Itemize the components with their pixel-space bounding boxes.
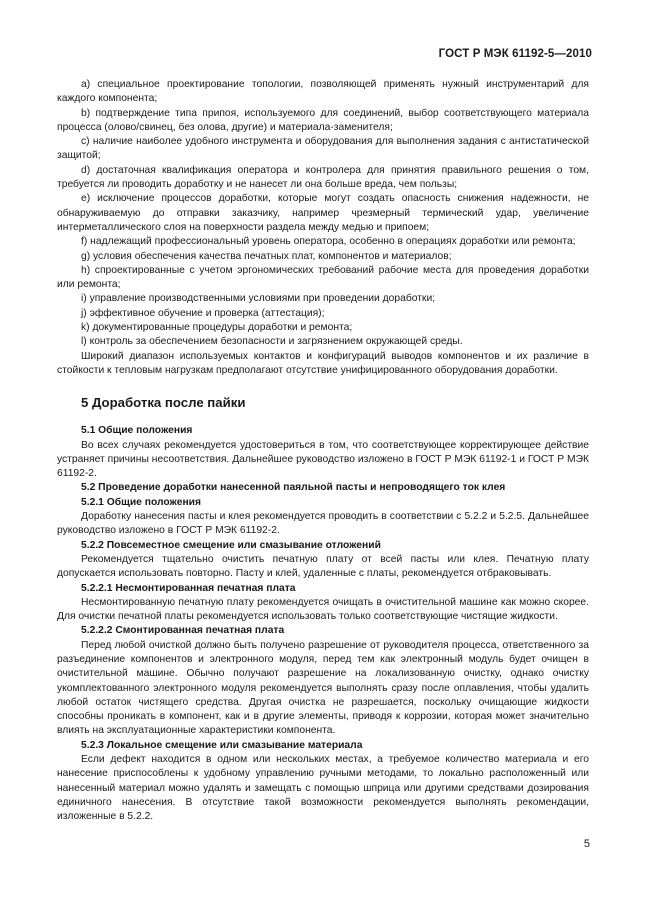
list-item-d: d) достаточная квалификация оператора и контролера для принятия правильного решения о том, требуется ли проводить доработку и не нанесет ли она больше вреда, чем пользы;: [57, 164, 589, 191]
intro-closing-paragraph: Широкий диапазон используемых контактов и конфигураций выводов компонентов и их различие в стойкости к тепловым нагрузкам предполагают отсутствие унифицированного оборудования доработки.: [57, 350, 589, 376]
section-5-2-2-2-heading: 5.2.2.2 Смонтированная печатная плата: [81, 625, 285, 637]
section-5-2-3-text: Если дефект находится в одном или нескольких местах, а требуемое количество материала и его нанесение приспособлены к удобному управлению ручными методами, то локально расположенный или нанесенный материал можно удалять и замещать с помощью шприца или другими средствами дозирования единичного нанесения. В отсутствие такой возможности рекомендуется выполнять рекомендации, изложенные в 5.2.2.: [57, 754, 589, 823]
list-item-l: l) контроль за обеспечением безопасности и загрязнением окружающей среды.: [81, 336, 463, 348]
section-5-2-1-text: Доработку нанесения пасты и клея рекомендуется проводить в соответствии с 5.2.2 и 5.2.5. Дальнейшее руководство изложено в ГОСТ Р МЭК 61192-2.: [57, 511, 589, 537]
section-5-2-2-1-heading: 5.2.2.1 Несмонтированная печатная плата: [81, 582, 296, 594]
list-item-k: k) документированные процедуры доработки и ремонта;: [81, 322, 353, 334]
list-item-g: g) условия обеспечения качества печатных плат, компонентов и материалов;: [81, 250, 452, 262]
list-item-h: h) спроектированные с учетом эргономических требований рабочие места для проведения доработки или ремонта;: [57, 264, 589, 291]
page-number: 5: [583, 838, 590, 850]
list-item-a: a) специальное проектирование топологии, позволяющей применять нужный инструментарий для каждого компонента;: [57, 79, 589, 105]
list-item-f: f) надлежащий профессиональный уровень оператора, особенно в операциях доработки или ремонта;: [81, 236, 576, 248]
section-5-2-2-2-text: Перед любой очисткой должно быть получено разрешение от руководителя процесса, ответственного за разъединение компонентов и электронного модуля, перед тем как электронный модуль будет очищен в очистительной машине. Обычно получают разрешение на локализованную очистку, однако очистку укомплектованного электронного модуля рекомендуется выполнять сразу после оплавления, чтобы удалить любой остаток чистящего средства. Другая очистка не разрешается, поскольку очищающие жидкости способны проникать в компонент, как и в другие элементы, приводя к коррозии, которая может значительно влиять на эксплуатационные характеристики компонента.: [57, 639, 589, 737]
list-item-e: e) исключение процессов доработки, которые могут создать опасность снижения надежности, не обнаруживаемую до отправки заказчику, например чрезмерный термический удар, увеличение интерметаллического слоя на поверхности раздела между медью и припоем;: [57, 193, 589, 233]
section-5-2-3-heading: 5.2.3 Локальное смещение или смазывание материала: [81, 739, 363, 751]
section-5-1-text: Во всех случаях рекомендуется удостовериться в том, что соответствующее корректирующее действие устраняет причины несоответствия. Дальнейшее руководство изложено в ГОСТ Р МЭК 61192-1 и ГОСТ Р МЭК 61192-2.: [57, 439, 589, 480]
page-body: [57, 78, 589, 825]
section-5-2-2-text: Рекомендуется тщательно очистить печатную плату от всей пасты или клея. Печатную плату допускается использовать повторно. Пасту и клей, удаленные с платы, рекомендуется отбраковывать.: [57, 553, 589, 580]
list-item-c: c) наличие наиболее удобного инструмента и оборудования для выполнения задания с антистатической защитой;: [57, 136, 589, 162]
section-5-2-2-heading: 5.2.2 Повсеместное смещение или смазывание отложений: [81, 539, 381, 551]
section-5-2-1-heading: 5.2.1 Общие положения: [81, 496, 201, 508]
section-5-heading: 5 Доработка после пайки: [81, 395, 246, 411]
list-item-j: j) эффективное обучение и проверка (аттестация);: [81, 307, 325, 319]
section-5-2-heading: 5.2 Проведение доработки нанесенной паяльной пасты и непроводящего ток клея: [81, 482, 506, 494]
section-5-1-heading: 5.1 Общие положения: [81, 425, 193, 437]
list-item-i: i) управление производственными условиями при проведении доработки;: [81, 293, 436, 305]
list-item-b: b) подтверждение типа припоя, используемого для соединений, выбор соответствующего материала процесса (олово/свинец, без олова, другие) и материала-заменителя;: [57, 107, 589, 133]
section-5-2-2-1-text: Несмонтированную печатную плату рекомендуется очищать в очистительной машине как можно скорее. Для очистки печатной платы рекомендуется использовать только соответствующие чистящие жидкости.: [57, 596, 589, 623]
document-header: ГОСТ Р МЭК 61192-5—2010: [438, 48, 592, 60]
